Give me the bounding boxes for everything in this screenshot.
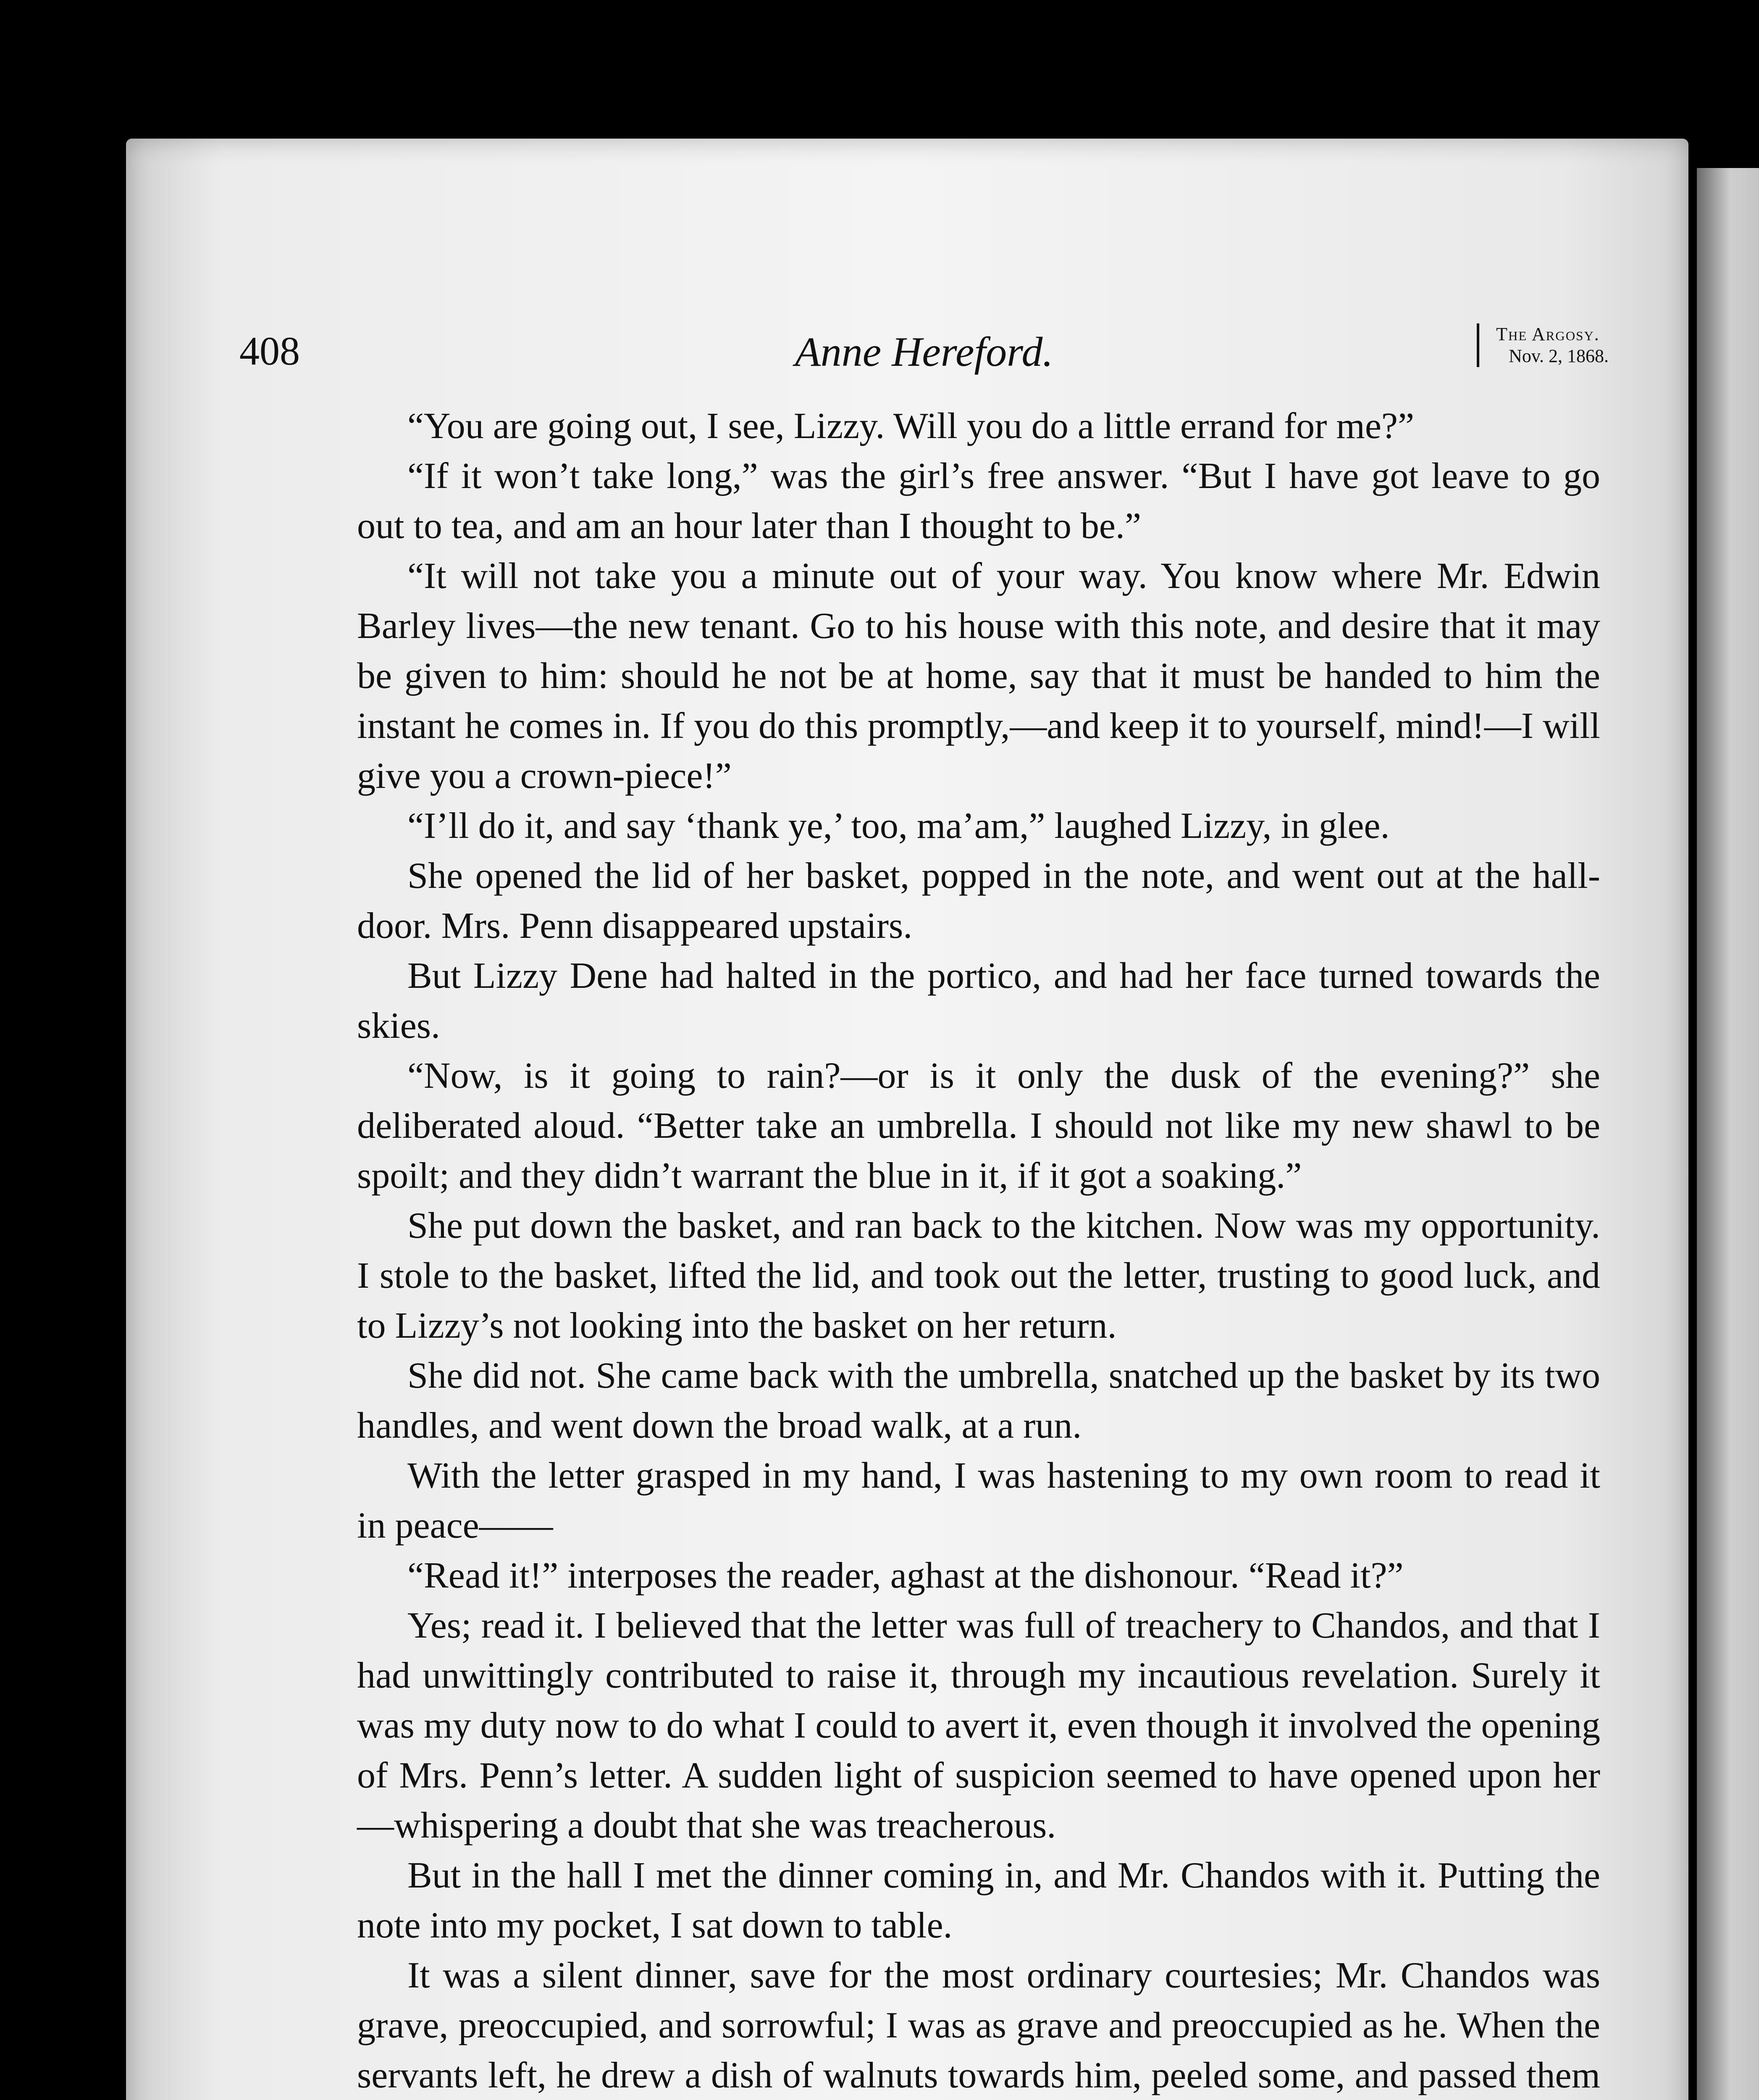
page-number: 408 — [239, 328, 300, 373]
facing-page-edge — [1697, 168, 1759, 2100]
paragraph: “It will not take you a minute out of your way. You know where Mr. Edwin Barley lives—the new tenant. Go to his house with this note, and desire that it may be given to him: should he not be at home, say that it must be handed to him the instant he comes in. If you do this promptly,—and keep it to yourself, mind!—I will give you a crown-piece!” — [357, 556, 1600, 796]
paragraph: Yes; read it. I believed that the letter was full of treachery to Chandos, and that I had unwittingly contributed to raise it, through my incautious revelation. Surely it was my duty now to do what I could to avert it, even though it involved the opening of Mrs. Penn’s letter. A sudden light of suspicion seemed to have opened upon her—whispering a doubt that she was treacherous. — [357, 1605, 1600, 1846]
paragraph: “If it won’t take long,” was the girl’s free answer. “But I have got leave to go out to tea, and am an hour later than I thought to be.” — [357, 456, 1600, 546]
paragraph: But in the hall I met the dinner coming in, and Mr. Chandos with it. Putting the note into my pocket, I sat down to table. — [357, 1855, 1600, 1946]
paragraph: She put down the basket, and ran back to the kitchen. Now was my opportunity. I stole to the basket, lifted the lid, and took out the letter, trusting to good luck, and to Lizzy’s not looking into the basket on her return. — [357, 1205, 1600, 1346]
paragraph: “Read it!” interposes the reader, aghast at the dishonour. “Read it?” — [407, 1555, 1404, 1596]
page-header — [239, 319, 1609, 378]
paragraph: It was a silent dinner, save for the most ordinary courtesies; Mr. Chandos was grave, preoccupied, and sorrowful; I was as grave and preoccupied as he. When the servants left, he drew a dish of walnuts towards him, peeled some, and passed them — [357, 1955, 1600, 2096]
paragraph: “I’ll do it, and say ‘thank ye,’ too, ma’am,” laughed Lizzy, in glee. — [407, 806, 1390, 846]
issue-date: Nov. 2, 1868. — [1509, 346, 1609, 366]
paragraph: “Now, is it going to rain?—or is it only the dusk of the evening?” she deliberated aloud. “Better take an umbrella. I should not like my new shawl to be spoilt; and they didn’t warrant the blue in it, if it got a soaking.” — [357, 1055, 1600, 1196]
body-text — [357, 401, 1600, 2100]
running-title: Anne Hereford. — [795, 328, 1053, 375]
paragraph: But Lizzy Dene had halted in the portico, and had her face turned towards the skies. — [357, 956, 1600, 1046]
paragraph: With the letter grasped in my hand, I was hastening to my own room to read it in peace—— — [357, 1455, 1600, 1546]
issue-info — [1477, 323, 1609, 367]
magazine-name: The Argosy. — [1496, 324, 1600, 344]
paragraph: She opened the lid of her basket, popped in the note, and went out at the hall-door. Mrs. Penn disappeared upstairs. — [357, 856, 1600, 946]
paragraph: She did not. She came back with the umbrella, snatched up the basket by its two handles, and went down the broad walk, at a run. — [357, 1355, 1600, 1446]
paragraph: “You are going out, I see, Lizzy. Will you do a little errand for me?” — [407, 406, 1415, 446]
